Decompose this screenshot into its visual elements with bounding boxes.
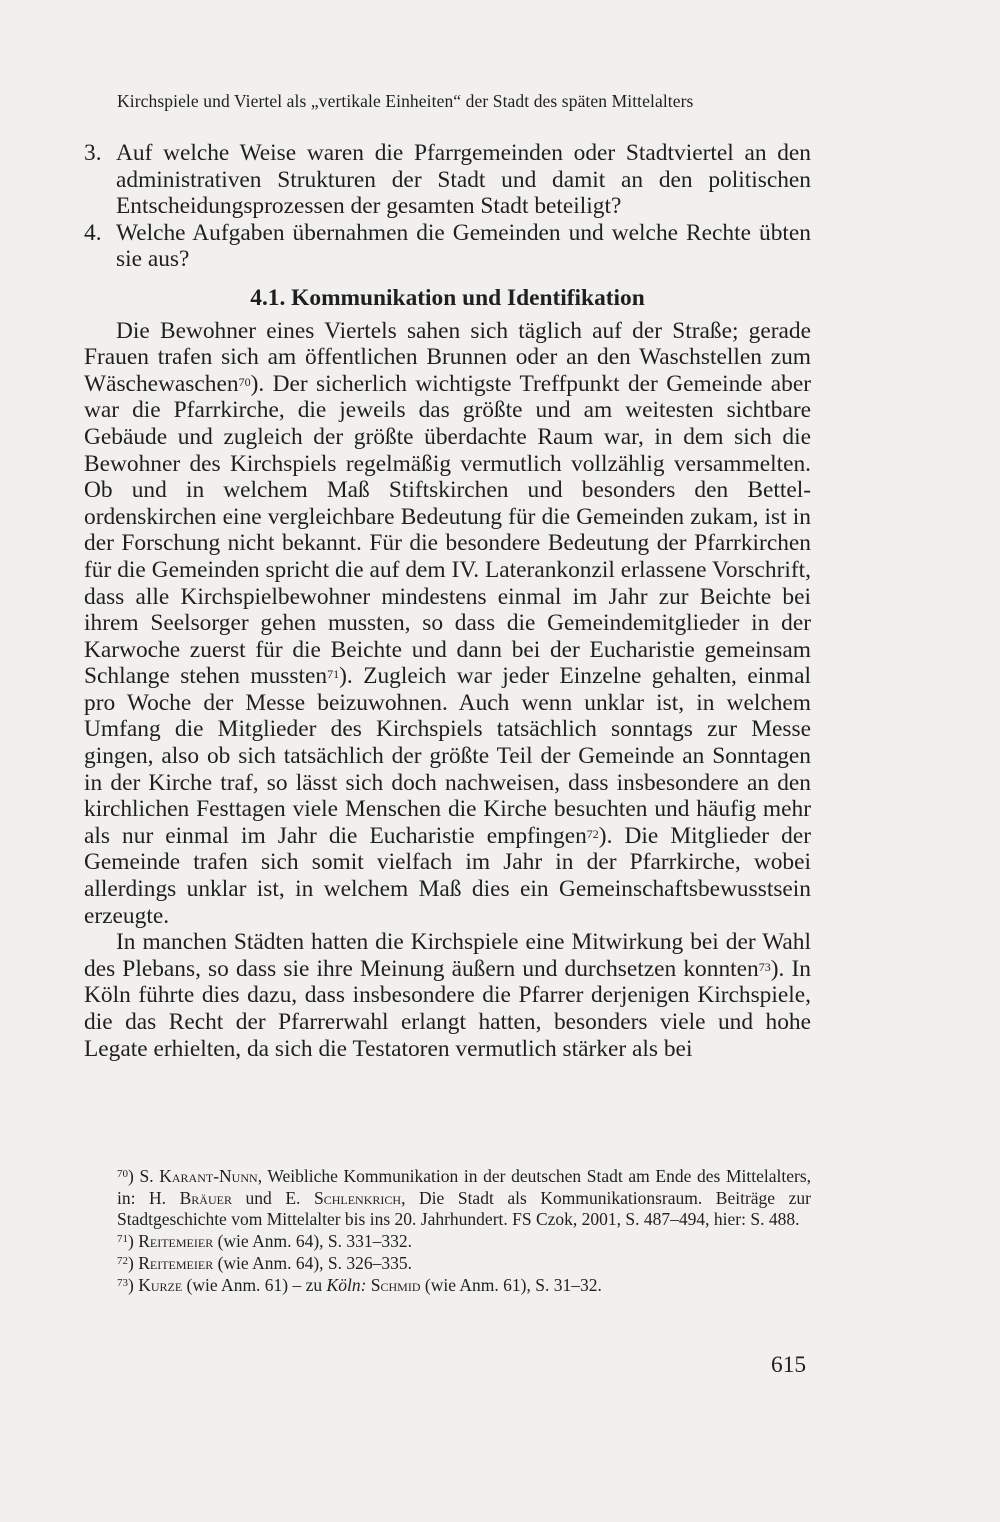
footnote-70 [117, 1166, 811, 1231]
footnote-text: (wie Anm. 61) – zu [182, 1274, 327, 1295]
footnote-71 [117, 1231, 811, 1253]
footnote-72 [117, 1253, 811, 1275]
footnote-paren: ) [128, 1274, 139, 1295]
main-text [84, 140, 811, 1062]
paragraph [84, 318, 811, 930]
paragraph-text: Die Bewohner eines Viertels sahen sich täglich auf der Straße; gerade Frauen trafen sich am öffentlichen Brunnen oder an den Waschstellen zum Wäschewaschen [84, 317, 811, 397]
author-name: Kurze [138, 1274, 183, 1295]
footnote-ref[interactable]: 71 [327, 667, 340, 682]
section-heading: 4.1. Kommunikation und Identifikation [250, 284, 645, 311]
footnote-73 [117, 1275, 811, 1297]
footnote-text: (wie Anm. 64), S. 331–332. [213, 1231, 413, 1252]
footnotes [117, 1166, 811, 1296]
footnote-paren: ) [128, 1231, 139, 1252]
question-number: 4. [84, 219, 102, 246]
footnote-text: S. [139, 1166, 160, 1186]
footnote-text: (wie Anm. 64), S. 326–335. [213, 1252, 413, 1273]
paragraph-text: ). In Köln führte dies dazu, dass insbesondere die Pfarrer derjenigen Kirchspiele, die das Recht der Pfarrerwahl erlangt hatten, besonders viele und hohe Legate erhielten, da sich die Testatoren vermutlich stärker als bei [84, 955, 811, 1062]
paragraph-text: ). Der sicherlich wichtigste Treffpunkt der Gemeinde aber war die Pfarrkirche, die jeweils das größte und am weitesten sichtbare Gebäude und zugleich der größte überdachte Raum war, in dem sich die Bewohner des Kirchspiels regelmäßig vermutlich vollzählig versammelten. Ob und in welchem Maß Stiftskirchen und besonders den Bettelordenskirchen eine vergleichbare Bedeutung für die Gemeinden zukam, ist in der Forschung nicht bekannt. Für die besondere Bedeutung der Pfarrkirchen für die Gemeinden spricht die auf dem IV. Laterankonzil erlassene Vorschrift, dass alle Kirchspielbewohner mindestens einmal im Jahr zur Beichte bei ihrem Seelsorger gehen mussten, so dass die Gemeindemitglieder in der Karwoche zuerst für die Beichte und dann bei der Eucharistie gemeinsam Schlange stehen mussten [84, 370, 811, 690]
paragraph-text: ). Die Mitglieder der Gemeinde trafen sich somit vielfach im Jahr in der Pfarrkirche, wobei allerdings unklar ist, in welchem Maß dies ein Gemeinschaftsbewusstsein erzeugte. [84, 822, 811, 929]
footnote-text: , Weibliche Kommunikation in der deutschen Stadt am Ende des Mittelalters, in: H. [117, 1166, 812, 1208]
footnote-ref[interactable]: 70 [238, 374, 251, 389]
footnote-text: und E. [231, 1187, 314, 1208]
footnote-paren: ) [128, 1252, 139, 1273]
paragraph-text: In manchen Städten hatten die Kirchspiele eine Mitwirkung bei der Wahl des Plebans, so dass sie ihre Meinung äußern und durchsetzen konnten [84, 929, 811, 982]
question-item [84, 140, 811, 220]
paragraph-text: ). Zugleich war jeder Einzelne gehalten, einmal pro Woche der Messe beizuwohnen. Auch wenn unklar ist, in welchem Umfang die Mitglieder des Kirchspiels tatsächlich sonntags zur Messe gingen, also ob sich tatsächlich der größte Teil der Gemeinde an Sonntagen in der Kirche traf, so lässt sich doch nachweisen, dass insbesondere an den kirchlichen Festtagen viele Menschen die Kirche besuchten und häufig mehr als nur einmal im Jahr die Eucharistie empfingen [84, 663, 811, 849]
question-text: Auf welche Weise waren die Pfarrgemeinden oder Stadtviertel an den administrativen Strukturen der Stadt und damit an den politischen Entscheidungsprozessen der gesamten Stadt beteiligt? [116, 140, 811, 220]
footnote-ref[interactable]: 73 [758, 959, 771, 974]
footnote-text: , Die Stadt als Kommunikationsraum. Beiträge zur Stadtgeschichte vom Mittelalter bis ins 20. Jahrhundert. FS Czok, 2001, S. 487–494, hier: S. 488. [117, 1187, 811, 1230]
footnote-mark: 73 [117, 1276, 128, 1289]
question-item [84, 220, 811, 273]
author-name: Schmid [370, 1274, 421, 1295]
author-name: Schlenkrich [313, 1187, 402, 1208]
author-name: Bräuer [179, 1187, 232, 1208]
author-name: Reitemeier [138, 1231, 214, 1252]
italic-place: Köln: [326, 1274, 367, 1295]
author-name: Reitemeier [138, 1252, 214, 1273]
footnote-text: (wie Anm. 61), S. 31–32. [420, 1274, 602, 1295]
footnote-mark: 70 [117, 1168, 128, 1180]
footnote-mark: 72 [117, 1254, 128, 1267]
footnote-ref[interactable]: 72 [586, 826, 599, 841]
question-text: Welche Aufgaben übernahmen die Gemeinden und welche Rechte übten sie aus? [116, 219, 811, 273]
running-head: Kirchspiele und Viertel als „vertikale Einheiten“ der Stadt des späten Mittelalters [117, 91, 694, 111]
footnote-paren: ) [128, 1166, 140, 1186]
question-number: 3. [84, 140, 102, 166]
footnote-mark: 71 [117, 1233, 128, 1246]
paragraph [84, 929, 811, 1062]
page-number: 615 [771, 1352, 807, 1378]
author-name: Karant-Nunn [159, 1166, 258, 1186]
